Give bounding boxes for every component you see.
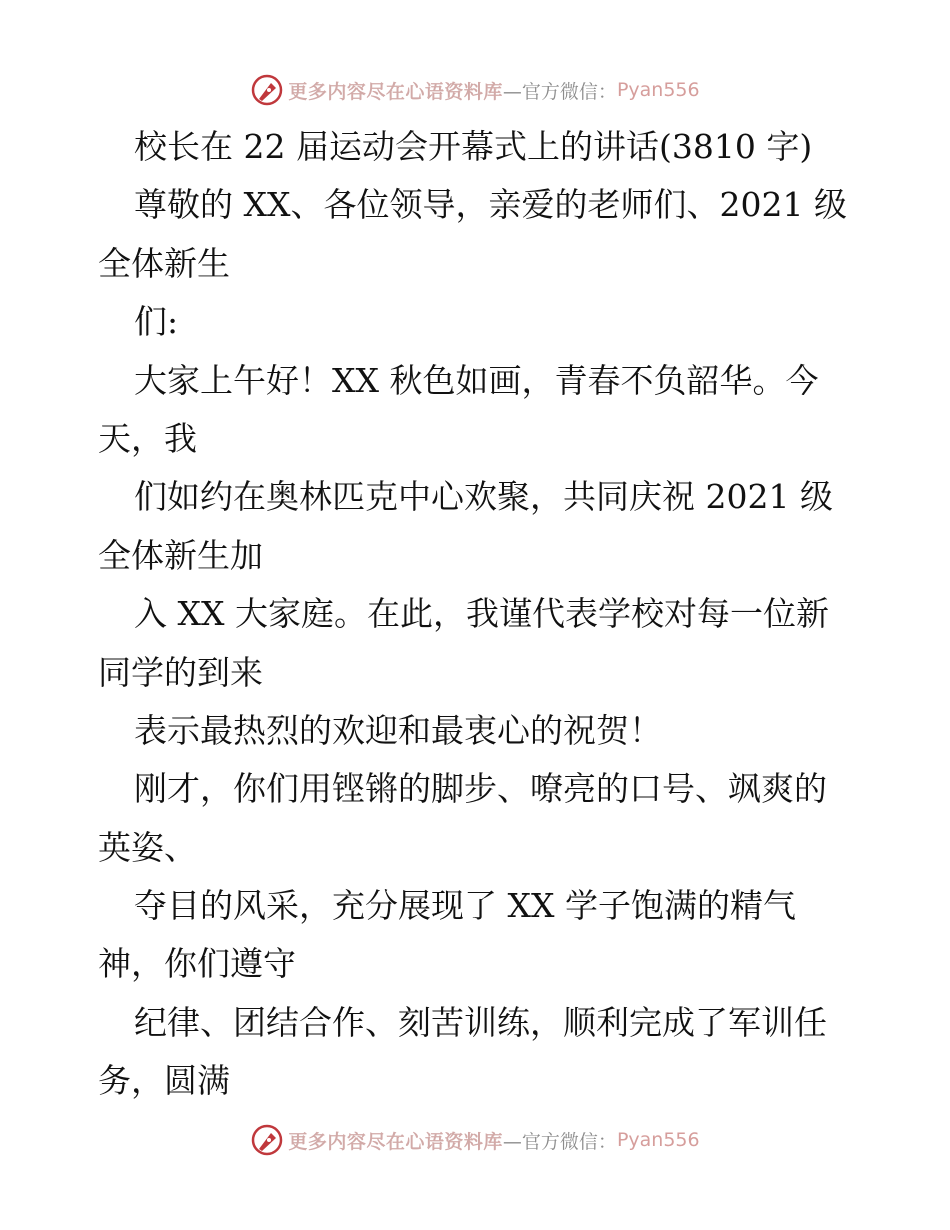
text-line: 务，圆满 (98, 1061, 230, 1101)
text-line: 纪律、团结合作、刻苦训练，顺利完成了军训任 (134, 1002, 827, 1042)
document-title: 校长在 22 届运动会开幕式上的讲话(3810 字) (134, 127, 813, 166)
text-line: 全体新生加 (98, 535, 263, 575)
text-line: 们如约在奥林匹克中心欢聚，共同庆祝 2021 级 (134, 477, 833, 517)
text-line: 夺目的风采，充分展现了 XX 学子饱满的精气 (134, 886, 796, 926)
text-line: 刚才，你们用铿锵的脚步、嘹亮的口号、飒爽的 (134, 769, 827, 809)
text-line: 尊敬的 XX、各位领导，亲爱的老师们、2021 级 (134, 185, 847, 225)
text-line: 入 XX 大家庭。在此，我谨代表学校对每一位新 (134, 594, 829, 634)
text-line: 英姿、 (98, 827, 197, 867)
text-line: 天，我 (98, 418, 197, 458)
text-line: 神，你们遵守 (98, 944, 296, 984)
text-line: 表示最热烈的欢迎和最衷心的祝贺！ (134, 710, 662, 750)
footer-banner (0, 1120, 950, 1160)
text-line: 们: (134, 302, 179, 342)
banner-promo-text: 更多内容尽在心语资料库 (288, 1130, 503, 1153)
pen-nib-logo-icon (250, 1123, 284, 1157)
banner-official-label: —官方微信： (502, 1130, 617, 1153)
banner-promo-text: 更多内容尽在心语资料库 (288, 80, 503, 103)
document-body (0, 118, 950, 1111)
pen-nib-logo-icon (250, 73, 284, 107)
banner-official-label: —官方微信： (502, 80, 617, 103)
text-line: 全体新生 (98, 243, 230, 283)
banner-wechat-id: Pyan556 (616, 79, 700, 101)
text-line: 同学的到来 (98, 652, 263, 692)
header-banner (0, 70, 950, 110)
banner-wechat-id: Pyan556 (616, 1129, 700, 1151)
text-line: 大家上午好！XX 秋色如画，青春不负韶华。今 (134, 360, 819, 400)
